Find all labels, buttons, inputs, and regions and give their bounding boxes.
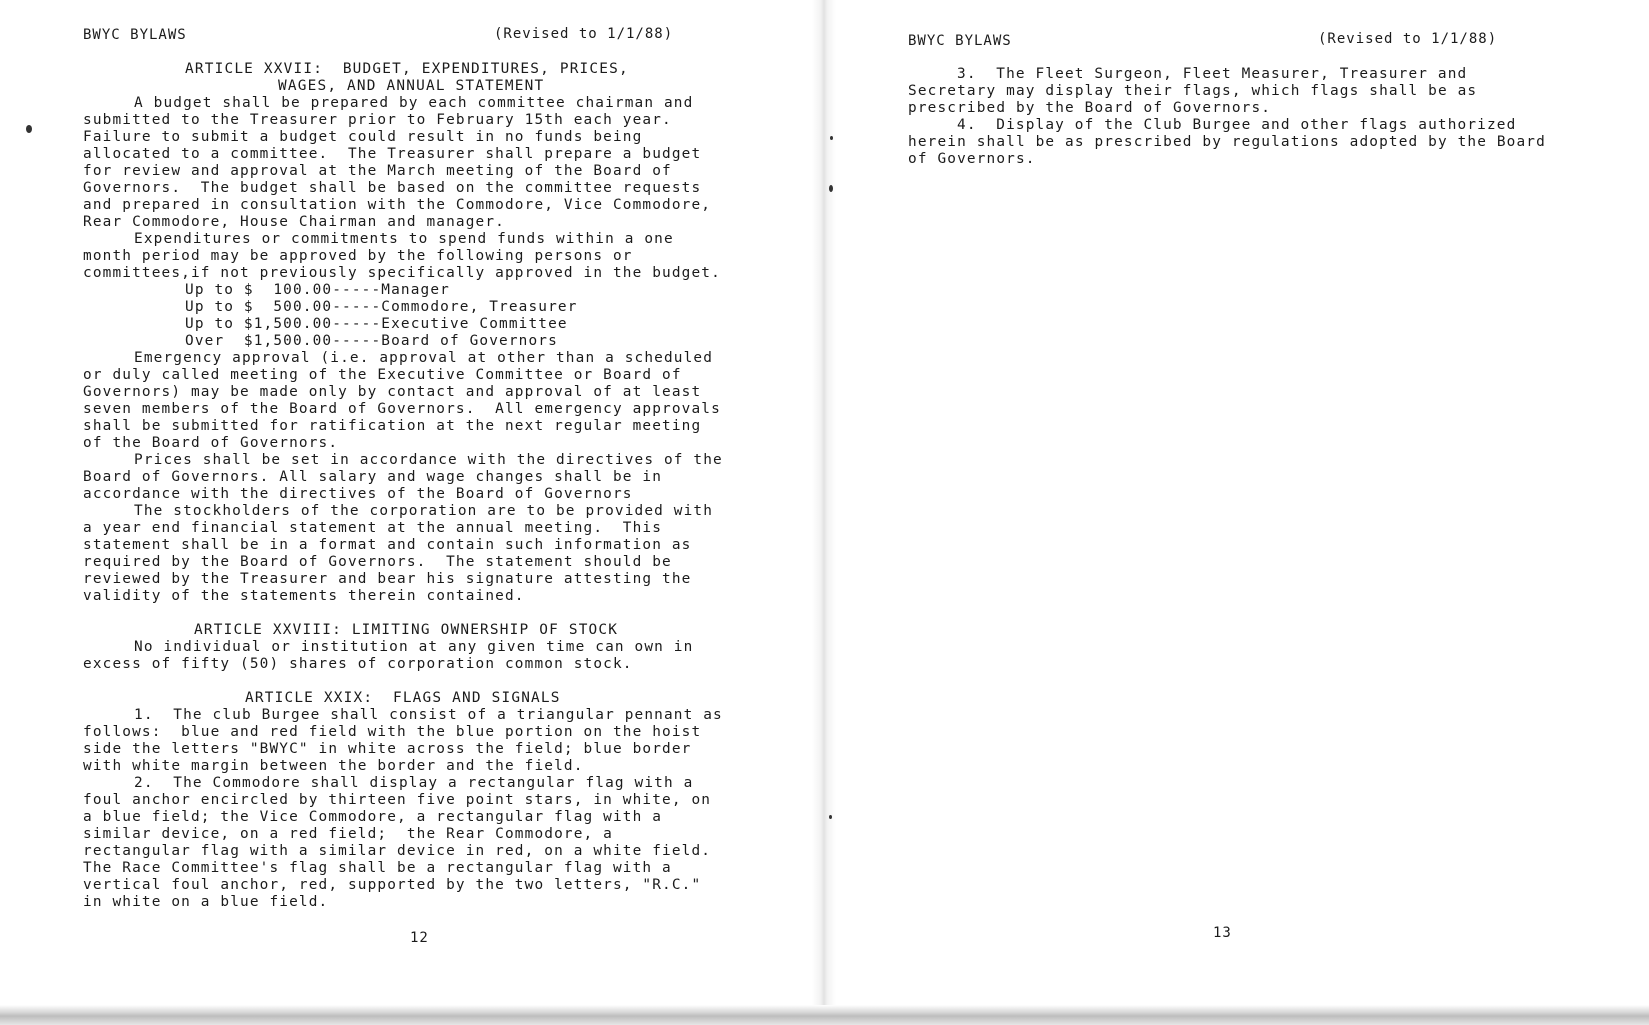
text-line: No individual or institution at any given time can own in xyxy=(134,639,694,655)
text-line: for review and approval at the March meeting of the Board of xyxy=(83,163,672,179)
text-line: follows: blue and red field with the blue portion on the hoist xyxy=(83,724,702,740)
approval-limit-row: Up to $ 500.00-----Commodore, Treasurer xyxy=(185,299,578,315)
text-line: Emergency approval (i.e. approval at other than a scheduled xyxy=(134,350,714,366)
text-line: Governors. The budget shall be based on the committee requests xyxy=(83,180,702,196)
text-line: allocated to a committee. The Treasurer shall prepare a budget xyxy=(83,146,702,162)
right-page-number: 13 xyxy=(1213,925,1232,941)
right-page xyxy=(822,0,1649,1010)
text-line: submitted to the Treasurer prior to February 15th each year. xyxy=(83,112,672,128)
book-gutter xyxy=(812,0,836,1010)
text-line: and prepared in consultation with the Commodore, Vice Commodore, xyxy=(83,197,712,213)
approval-limit-row: Up to $ 100.00-----Manager xyxy=(185,282,450,298)
approval-limit-row: Over $1,500.00-----Board of Governors xyxy=(185,333,558,349)
text-line: a blue field; the Vice Commodore, a rectangular flag with a xyxy=(83,809,663,825)
text-line: shall be submitted for ratification at the next regular meeting xyxy=(83,418,702,434)
left-page xyxy=(0,0,820,1010)
text-line: a year end financial statement at the annual meeting. This xyxy=(83,520,663,536)
scan-speck xyxy=(829,185,833,192)
text-line: or duly called meeting of the Executive Committee or Board of xyxy=(83,367,682,383)
article-28-heading: ARTICLE XXVIII: LIMITING OWNERSHIP OF STOCK xyxy=(194,622,619,638)
text-line: of the Board of Governors. xyxy=(83,435,339,451)
text-line: Governors) may be made only by contact and approval of at least xyxy=(83,384,702,400)
text-line: side the letters "BWYC" in white across the field; blue border xyxy=(83,741,692,757)
left-header-revised: (Revised to 1/1/88) xyxy=(494,26,674,42)
scan-speck xyxy=(26,125,32,133)
text-line: month period may be approved by the following persons or xyxy=(83,248,633,264)
text-line: The Race Committee's flag shall be a rectangular flag with a xyxy=(83,860,672,876)
article-27-heading-line-1: ARTICLE XXVII: BUDGET, EXPENDITURES, PRICES, xyxy=(185,61,629,77)
text-line: Expenditures or commitments to spend funds within a one xyxy=(134,231,674,247)
text-line: 2. The Commodore shall display a rectangular flag with a xyxy=(134,775,694,791)
left-header-title: BWYC BYLAWS xyxy=(83,27,187,43)
text-line: with white margin between the border and the field. xyxy=(83,758,584,774)
text-line: validity of the statements therein contained. xyxy=(83,588,525,604)
text-line: of Governors. xyxy=(908,151,1036,167)
article-27-heading-line-2: WAGES, AND ANNUAL STATEMENT xyxy=(278,78,545,94)
page-bottom-edge xyxy=(0,1005,1649,1025)
scan-speck xyxy=(829,815,832,819)
right-header-revised: (Revised to 1/1/88) xyxy=(1318,31,1498,47)
text-line: 3. The Fleet Surgeon, Fleet Measurer, Treasurer and xyxy=(957,66,1468,82)
text-line: required by the Board of Governors. The statement should be xyxy=(83,554,672,570)
text-line: foul anchor encircled by thirteen five point stars, in white, on xyxy=(83,792,712,808)
text-line: in white on a blue field. xyxy=(83,894,329,910)
text-line: herein shall be as prescribed by regulations adopted by the Board xyxy=(908,134,1546,150)
text-line: vertical foul anchor, red, supported by the two letters, "R.C." xyxy=(83,877,702,893)
text-line: accordance with the directives of the Board of Governors xyxy=(83,486,633,502)
text-line: excess of fifty (50) shares of corporation common stock. xyxy=(83,656,633,672)
text-line: Prices shall be set in accordance with the directives of the xyxy=(134,452,723,468)
text-line: 4. Display of the Club Burgee and other flags authorized xyxy=(957,117,1517,133)
text-line: Rear Commodore, House Chairman and manager. xyxy=(83,214,505,230)
scan-speck xyxy=(830,136,833,140)
right-header-title: BWYC BYLAWS xyxy=(908,33,1012,49)
text-line: prescribed by the Board of Governors. xyxy=(908,100,1272,116)
text-line: seven members of the Board of Governors. All emergency approvals xyxy=(83,401,721,417)
text-line: 1. The club Burgee shall consist of a triangular pennant as xyxy=(134,707,723,723)
text-line: rectangular flag with a similar device in red, on a white field. xyxy=(83,843,712,859)
text-line: Failure to submit a budget could result in no funds being xyxy=(83,129,643,145)
article-29-heading: ARTICLE XXIX: FLAGS AND SIGNALS xyxy=(245,690,561,706)
text-line: committees,if not previously specifically approved in the budget. xyxy=(83,265,721,281)
approval-limit-row: Up to $1,500.00-----Executive Committee xyxy=(185,316,568,332)
text-line: reviewed by the Treasurer and bear his signature attesting the xyxy=(83,571,692,587)
text-line: A budget shall be prepared by each committee chairman and xyxy=(134,95,694,111)
text-line: Secretary may display their flags, which flags shall be as xyxy=(908,83,1478,99)
text-line: statement shall be in a format and contain such information as xyxy=(83,537,692,553)
text-line: The stockholders of the corporation are to be provided with xyxy=(134,503,714,519)
text-line: Board of Governors. All salary and wage changes shall be in xyxy=(83,469,663,485)
left-page-number: 12 xyxy=(410,930,429,946)
text-line: similar device, on a red field; the Rear Commodore, a xyxy=(83,826,613,842)
